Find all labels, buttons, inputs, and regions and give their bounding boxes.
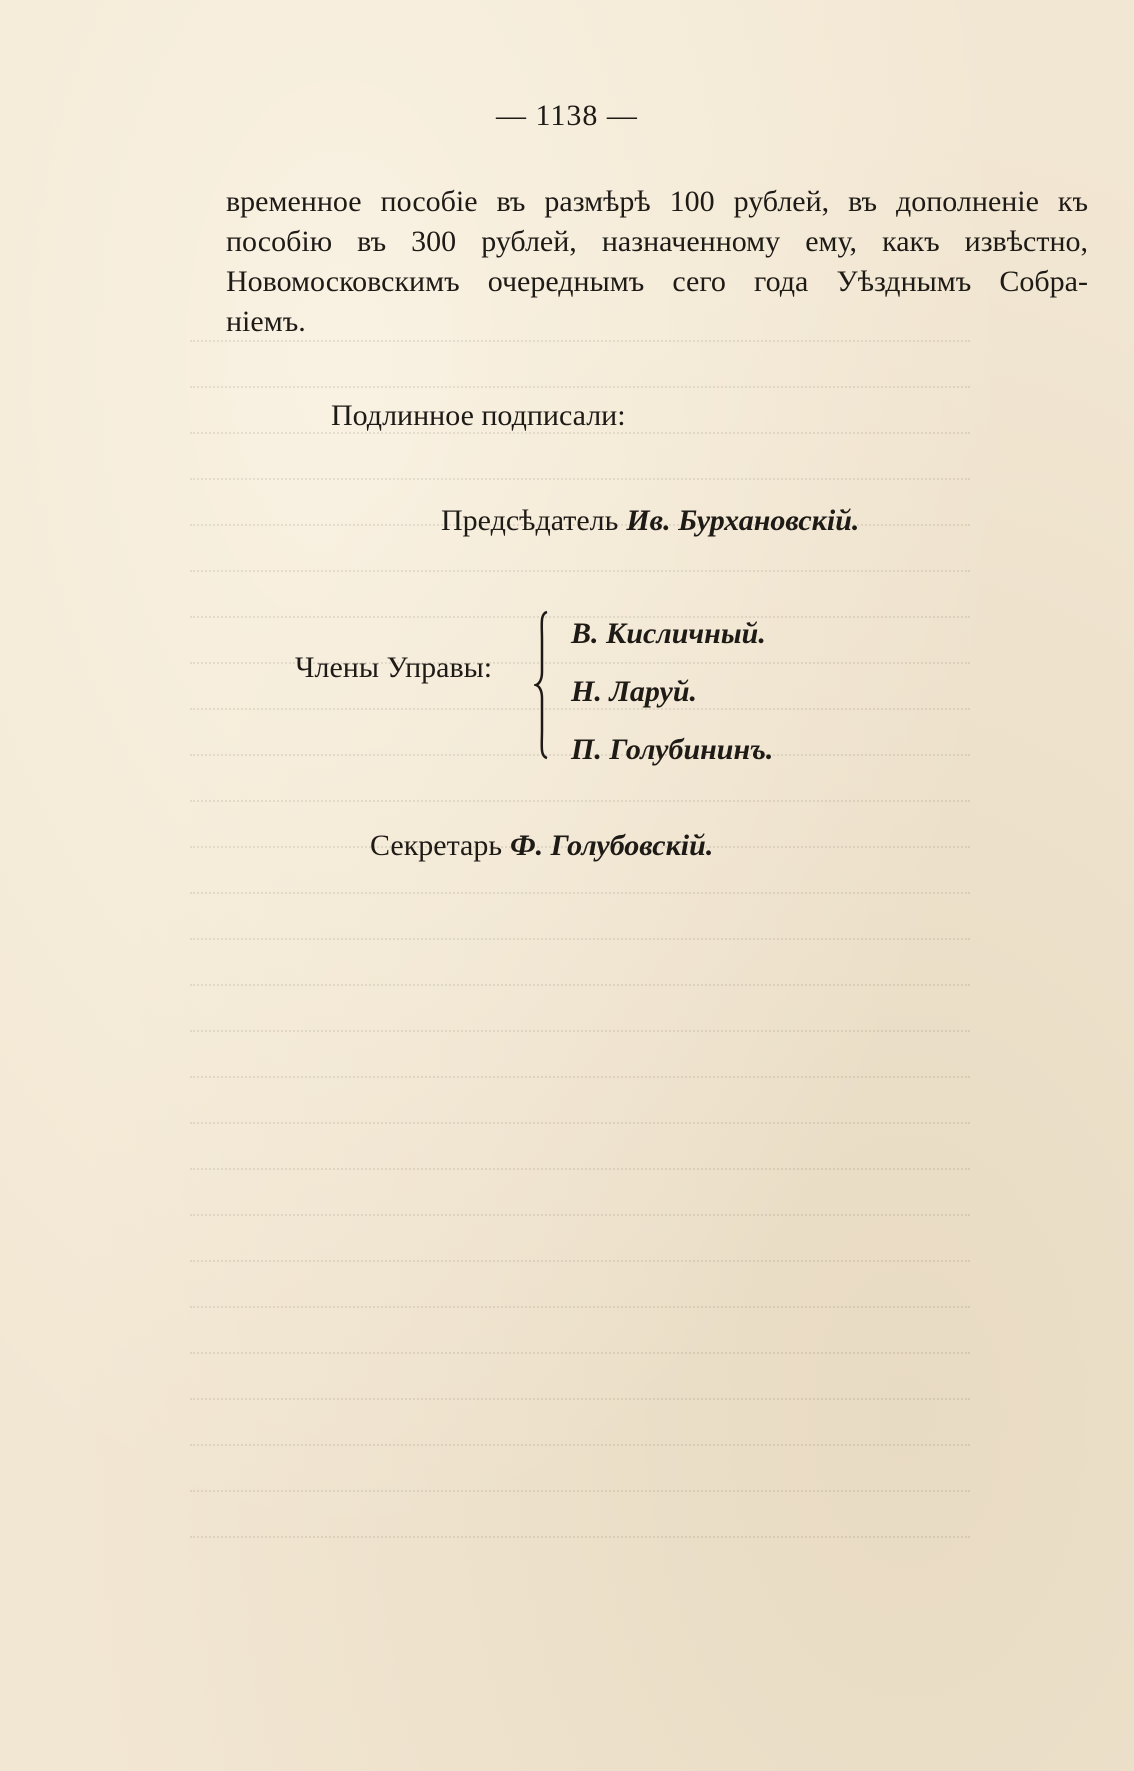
members-list [571,614,773,788]
reverse-side-bleed-through [190,300,970,1542]
secretary-signature [370,829,713,863]
curly-brace-icon [534,610,550,760]
secretary-title: Секретарь [370,829,503,862]
chairman-title: Предсѣдатель [441,504,619,537]
page-number: — 1138 — [496,99,638,132]
members-label: Члены Управы: [295,651,493,684]
member-name: В. Кисличный. [571,617,766,650]
chairman-name: Ив. Бурхановскій. [626,504,860,537]
body-line: ніемъ. [226,305,306,338]
body-line: Новомосковскимъ очереднымъ сего года Уѣзднымъ Собра- [226,265,1088,298]
member-name: П. Голубининъ. [571,733,774,766]
chairman-signature [441,504,859,538]
signed-heading: Подлинное подписали: [331,399,626,432]
body-paragraph [226,182,1088,342]
body-line: временное пособіе въ размѣрѣ 100 рублей, въ дополненіе къ [226,185,1088,218]
member-name: Н. Ларуй. [571,675,698,708]
secretary-name: Ф. Голубовскій. [510,829,714,862]
body-line: пособію въ 300 рублей, назначенному ему, какъ извѣстно, [226,225,1088,258]
